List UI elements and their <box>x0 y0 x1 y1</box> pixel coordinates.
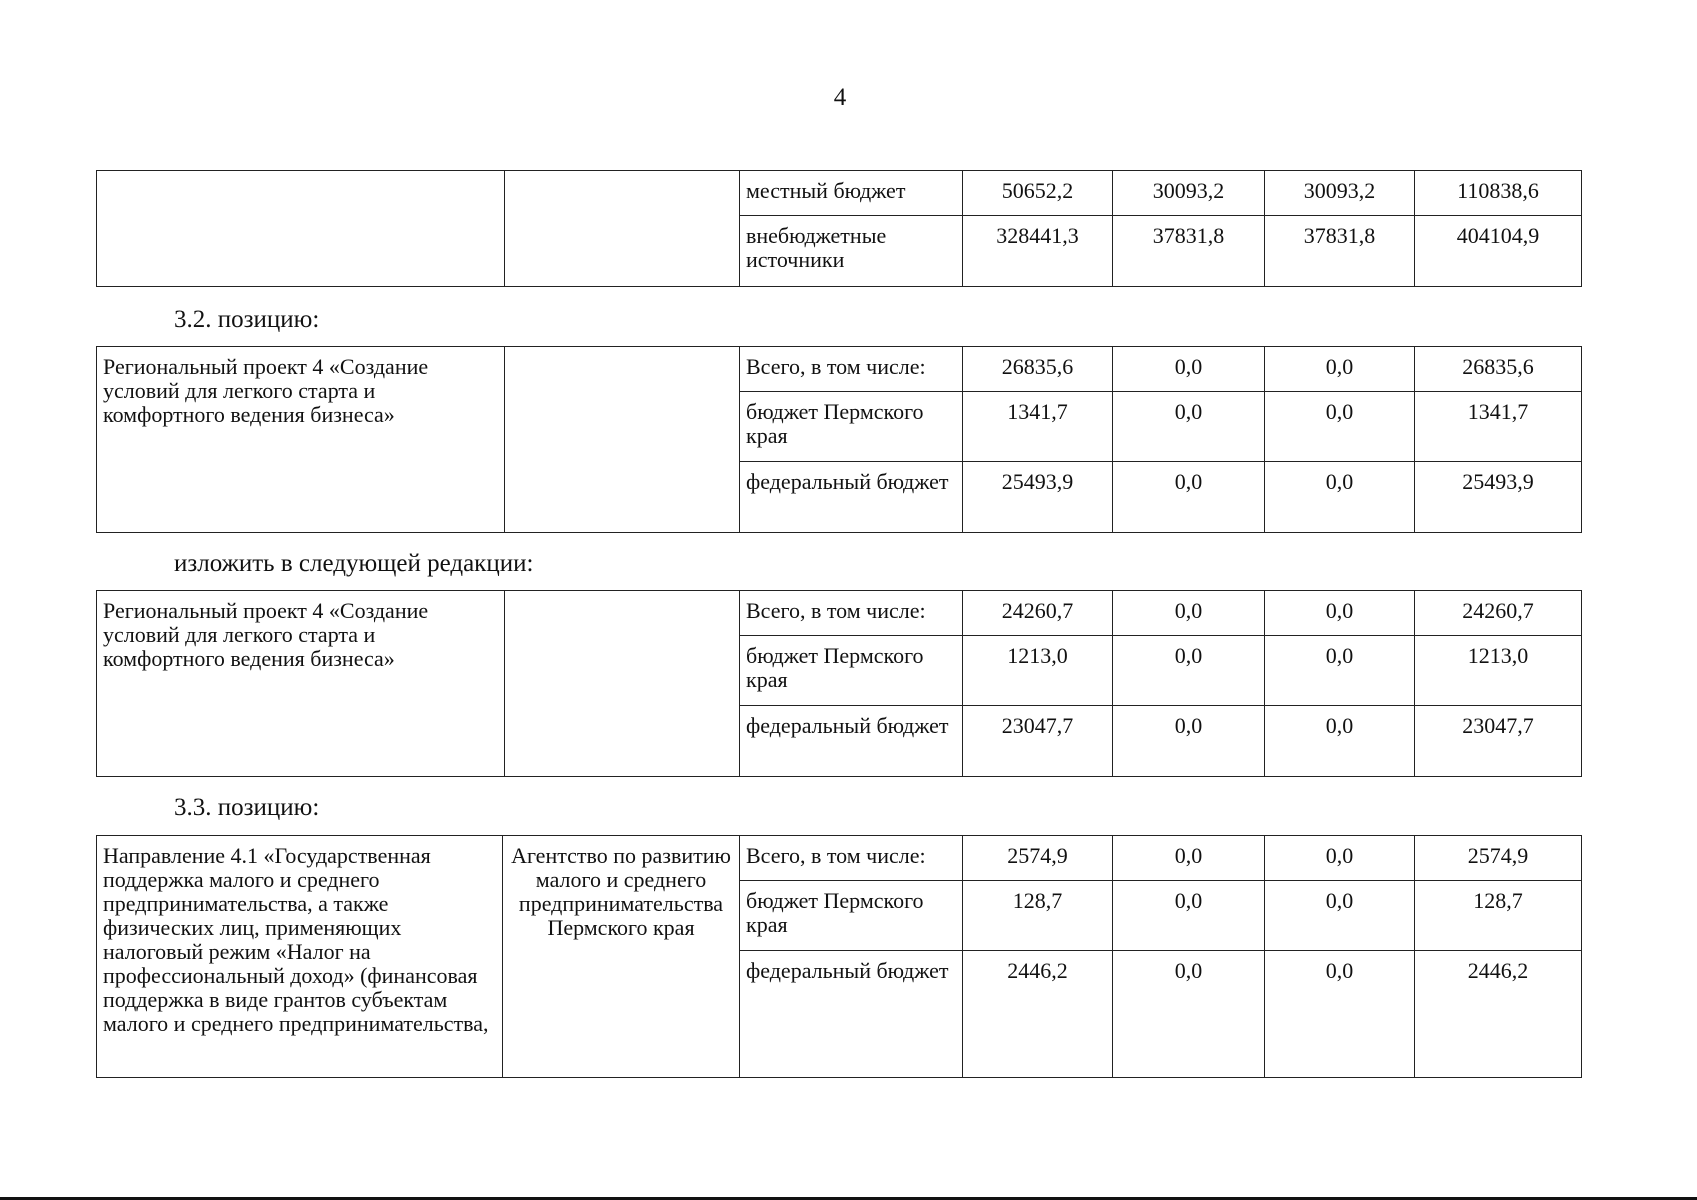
value-cell: 1213,0 <box>1415 636 1582 706</box>
new-position-table <box>96 590 1582 777</box>
name-cell <box>97 171 505 287</box>
value-cell: 25493,9 <box>963 462 1113 533</box>
source-cell: Всего, в том числе: <box>740 347 963 392</box>
source-cell: Всего, в том числе: <box>740 836 963 881</box>
value-cell: 0,0 <box>1113 347 1265 392</box>
table-row <box>97 347 1582 392</box>
value-cell: 30093,2 <box>1113 171 1265 216</box>
value-cell: 0,0 <box>1113 636 1265 706</box>
section-heading: 3.3. позицию: <box>174 794 320 821</box>
agency-cell <box>505 591 740 777</box>
value-cell: 23047,7 <box>963 706 1113 777</box>
section-heading: 3.2. позицию: <box>174 306 320 333</box>
value-cell: 23047,7 <box>1415 706 1582 777</box>
value-cell: 0,0 <box>1265 881 1415 951</box>
value-cell: 2446,2 <box>963 951 1113 1078</box>
value-cell: 328441,3 <box>963 216 1113 287</box>
value-cell: 30093,2 <box>1265 171 1415 216</box>
value-cell: 25493,9 <box>1415 462 1582 533</box>
agency-cell <box>505 347 740 533</box>
value-cell: 1341,7 <box>963 392 1113 462</box>
value-cell: 26835,6 <box>963 347 1113 392</box>
value-cell: 0,0 <box>1265 392 1415 462</box>
value-cell: 0,0 <box>1113 462 1265 533</box>
old-position-table <box>96 346 1582 533</box>
value-cell: 0,0 <box>1113 706 1265 777</box>
agency-cell: Агентство по развитию малого и среднего предпринимательства Пермского края <box>503 836 740 1078</box>
replace-heading: изложить в следующей редакции: <box>174 550 534 577</box>
agency-cell <box>505 171 740 287</box>
value-cell: 0,0 <box>1113 591 1265 636</box>
table-row <box>97 836 1582 881</box>
value-cell: 24260,7 <box>963 591 1113 636</box>
value-cell: 1213,0 <box>963 636 1113 706</box>
value-cell: 50652,2 <box>963 171 1113 216</box>
value-cell: 0,0 <box>1265 836 1415 881</box>
value-cell: 37831,8 <box>1113 216 1265 287</box>
source-cell: Всего, в том числе: <box>740 591 963 636</box>
value-cell: 0,0 <box>1265 462 1415 533</box>
name-cell: Направление 4.1 «Государственная поддержка малого и среднего предпринимательства, а также физических лиц, применяющих налоговый режим «Налог на профессиональный доход» (финансовая поддержка в виде грантов субъектам малого и среднего предпринимательства, <box>97 836 503 1078</box>
continued-table <box>96 170 1582 287</box>
name-cell: Региональный проект 4 «Создание условий для легкого старта и комфортного ведения бизнеса» <box>97 347 505 533</box>
value-cell: 24260,7 <box>1415 591 1582 636</box>
value-cell: 2574,9 <box>963 836 1113 881</box>
value-cell: 2446,2 <box>1415 951 1582 1078</box>
source-cell: бюджет Пермского края <box>740 392 963 462</box>
source-cell: местный бюджет <box>740 171 963 216</box>
value-cell: 2574,9 <box>1415 836 1582 881</box>
value-cell: 0,0 <box>1265 636 1415 706</box>
value-cell: 110838,6 <box>1415 171 1582 216</box>
table-row <box>97 591 1582 636</box>
value-cell: 404104,9 <box>1415 216 1582 287</box>
source-cell: федеральный бюджет <box>740 951 963 1078</box>
value-cell: 0,0 <box>1113 836 1265 881</box>
value-cell: 37831,8 <box>1265 216 1415 287</box>
table-row <box>97 171 1582 216</box>
value-cell: 0,0 <box>1113 881 1265 951</box>
source-cell: внебюджетные источники <box>740 216 963 287</box>
source-cell: федеральный бюджет <box>740 706 963 777</box>
source-cell: бюджет Пермского края <box>740 881 963 951</box>
name-cell: Региональный проект 4 «Создание условий для легкого старта и комфортного ведения бизнеса» <box>97 591 505 777</box>
source-cell: бюджет Пермского края <box>740 636 963 706</box>
value-cell: 26835,6 <box>1415 347 1582 392</box>
value-cell: 0,0 <box>1265 591 1415 636</box>
value-cell: 128,7 <box>1415 881 1582 951</box>
page-number: 4 <box>833 84 847 111</box>
value-cell: 0,0 <box>1113 951 1265 1078</box>
value-cell: 0,0 <box>1265 347 1415 392</box>
source-cell: федеральный бюджет <box>740 462 963 533</box>
value-cell: 128,7 <box>963 881 1113 951</box>
value-cell: 0,0 <box>1113 392 1265 462</box>
value-cell: 0,0 <box>1265 951 1415 1078</box>
direction-table <box>96 835 1582 1078</box>
value-cell: 1341,7 <box>1415 392 1582 462</box>
value-cell: 0,0 <box>1265 706 1415 777</box>
